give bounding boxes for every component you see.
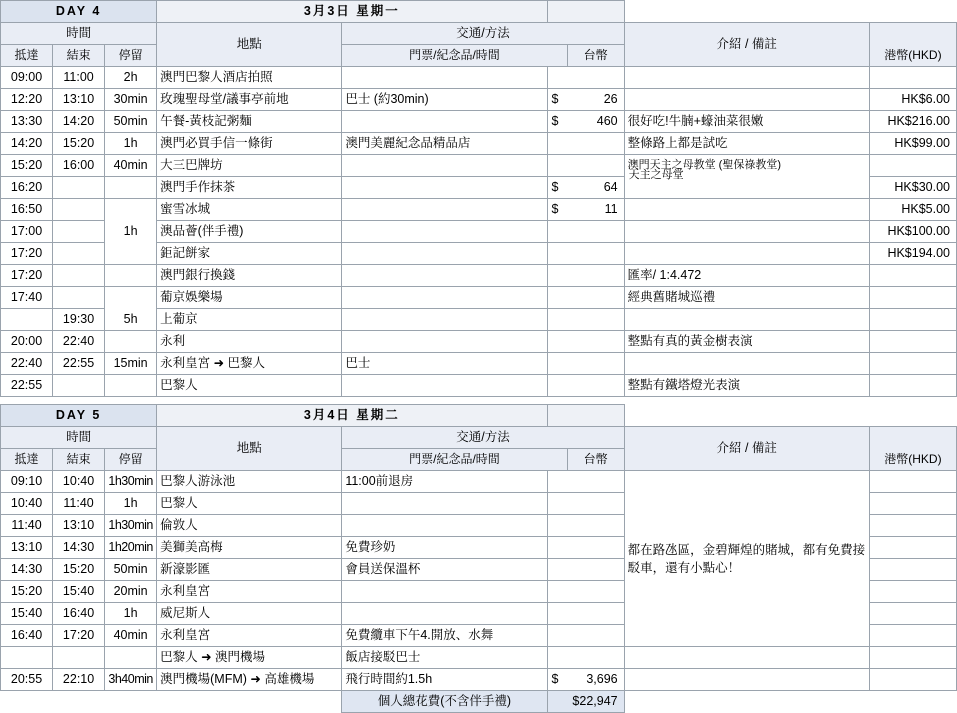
- table-row: [1, 155, 957, 177]
- stay-duration: 50min: [105, 559, 157, 581]
- twd-symbol: [547, 537, 567, 559]
- twd-symbol: [547, 133, 567, 155]
- twd-symbol: [547, 493, 567, 515]
- arrive-time: 13:30: [1, 111, 53, 133]
- end-time: [53, 243, 105, 265]
- hkd-amount: HK$6.00: [869, 89, 956, 111]
- end-time: [53, 287, 105, 309]
- twd-symbol: [547, 221, 567, 243]
- table-row: [1, 111, 957, 133]
- arrive-time: [1, 309, 53, 331]
- arrive-time: 14:20: [1, 133, 53, 155]
- day4-header-time-group: 時間: [1, 23, 157, 45]
- stay-duration: 1h30min: [105, 515, 157, 537]
- twd-symbol: [547, 559, 567, 581]
- place-name: 澳品薈(伴手禮): [157, 221, 342, 243]
- ticket-info: 免費纜車下午4.開放、水舞: [342, 625, 547, 647]
- arrive-time: 14:30: [1, 559, 53, 581]
- end-time: 10:40: [53, 471, 105, 493]
- place-name: 巴黎人 ➜ 澳門機場: [157, 647, 342, 669]
- hkd-amount: [869, 669, 956, 691]
- day5-table: [0, 404, 957, 713]
- day4-title-row: [1, 1, 957, 23]
- stay-duration: 2h: [105, 67, 157, 89]
- stay-duration: [105, 647, 157, 669]
- total-filler-1: [1, 691, 53, 713]
- stay-duration: [105, 265, 157, 287]
- arrive-time: 16:40: [1, 625, 53, 647]
- stay-duration: 30min: [105, 89, 157, 111]
- ticket-info: [342, 331, 547, 353]
- place-name: 巴黎人游泳池: [157, 471, 342, 493]
- ticket-info: 巴士 (約30min): [342, 89, 547, 111]
- note-text: [624, 309, 869, 331]
- place-name: 蜜雪冰城: [157, 199, 342, 221]
- arrive-time: 15:40: [1, 603, 53, 625]
- day5-header-stay: 停留: [105, 449, 157, 471]
- ticket-info: [342, 493, 547, 515]
- twd-symbol: [547, 67, 567, 89]
- place-name: 澳門銀行換錢: [157, 265, 342, 287]
- end-time: 11:40: [53, 493, 105, 515]
- day5-header-ticket: 門票/紀念品/時間: [342, 449, 567, 471]
- twd-amount: 64: [567, 177, 624, 199]
- note-text: [624, 67, 869, 89]
- place-name: 倫敦人: [157, 515, 342, 537]
- ticket-info: [342, 111, 547, 133]
- stay-duration: 40min: [105, 625, 157, 647]
- hkd-amount: [869, 67, 956, 89]
- table-row: [1, 471, 957, 493]
- ticket-info: [342, 67, 547, 89]
- total-filler-4: [157, 691, 342, 713]
- ticket-info: [342, 199, 547, 221]
- end-time: 15:40: [53, 581, 105, 603]
- stay-duration: [105, 177, 157, 199]
- table-row: [1, 67, 957, 89]
- arrive-time: 16:20: [1, 177, 53, 199]
- day4-header-arrive: 抵達: [1, 45, 53, 67]
- table-row: [1, 265, 957, 287]
- day5-title-filler3: [869, 405, 956, 427]
- arrive-time: 17:00: [1, 221, 53, 243]
- twd-symbol: [547, 515, 567, 537]
- day5-label: DAY 5: [1, 405, 157, 427]
- day4-header-end: 結束: [53, 45, 105, 67]
- note-text: [624, 89, 869, 111]
- day5-header-hkd-top: [869, 427, 956, 449]
- place-name: 上葡京: [157, 309, 342, 331]
- twd-amount: [567, 515, 624, 537]
- twd-amount: [567, 537, 624, 559]
- hkd-amount: [869, 625, 956, 647]
- hkd-amount: [869, 603, 956, 625]
- end-time: 22:40: [53, 331, 105, 353]
- stay-duration: 5h: [105, 309, 157, 331]
- hkd-amount: [869, 493, 956, 515]
- ticket-info: [342, 243, 547, 265]
- arrive-time: 15:20: [1, 581, 53, 603]
- twd-symbol: [547, 331, 567, 353]
- total-filler-5: [624, 691, 869, 713]
- note-text: [624, 353, 869, 375]
- ticket-info: [342, 155, 547, 177]
- twd-symbol: [547, 603, 567, 625]
- day5-header-hkd: 港幣(HKD): [869, 449, 956, 471]
- twd-amount: 26: [567, 89, 624, 111]
- hkd-amount: [869, 155, 956, 177]
- ticket-info: [342, 265, 547, 287]
- ticket-info: 會員送保溫杯: [342, 559, 547, 581]
- day5-header-end: 結束: [53, 449, 105, 471]
- arrive-time: 12:20: [1, 89, 53, 111]
- place-name: 葡京娛樂場: [157, 287, 342, 309]
- hkd-amount: HK$5.00: [869, 199, 956, 221]
- note-text: [624, 221, 869, 243]
- stay-duration: 1h: [105, 493, 157, 515]
- place-name: 永利皇宮: [157, 625, 342, 647]
- ticket-info: [342, 221, 547, 243]
- twd-amount: [567, 155, 624, 177]
- end-time: [53, 177, 105, 199]
- ticket-info: [342, 515, 547, 537]
- end-time: [53, 647, 105, 669]
- day4-title-filler1: [547, 1, 624, 23]
- place-name: 新濠影匯: [157, 559, 342, 581]
- note-line-2: 天主之母堂: [628, 169, 684, 181]
- total-row: [1, 691, 957, 713]
- note-filler: [624, 669, 869, 691]
- place-name: 永利皇宮: [157, 581, 342, 603]
- table-row: [1, 133, 957, 155]
- ticket-info: [342, 375, 547, 397]
- arrive-time: 11:40: [1, 515, 53, 537]
- end-time: [53, 375, 105, 397]
- note-text: [624, 155, 869, 181]
- hkd-amount: [869, 309, 956, 331]
- hkd-amount: HK$100.00: [869, 221, 956, 243]
- ticket-info: 11:00前退房: [342, 471, 547, 493]
- day4-title-filler2: [624, 1, 869, 23]
- day5-header-intro: 介紹 / 備註: [624, 427, 869, 471]
- end-time: 13:10: [53, 89, 105, 111]
- stay-duration: 3h40min: [105, 669, 157, 691]
- table-row: [1, 647, 957, 669]
- twd-amount: 460: [567, 111, 624, 133]
- total-filler-6: [869, 691, 956, 713]
- stay-duration: 1h20min: [105, 537, 157, 559]
- hkd-amount: [869, 265, 956, 287]
- end-time: 17:20: [53, 625, 105, 647]
- hkd-amount: [869, 375, 956, 397]
- place-name: 威尼斯人: [157, 603, 342, 625]
- section-gap: [0, 397, 957, 404]
- twd-symbol: [547, 309, 567, 331]
- table-row: [1, 243, 957, 265]
- day4-header-transport-group: 交通/方法: [342, 23, 624, 45]
- note-text: 很好吃!牛腩+蠔油菜很嫩: [624, 111, 869, 133]
- place-name: 澳門機場(MFM) ➜ 高雄機場: [157, 669, 342, 691]
- place-name: 永利: [157, 331, 342, 353]
- day4-header-hkd: 港幣(HKD): [869, 45, 956, 67]
- twd-amount: 11: [567, 199, 624, 221]
- day5-title-row: [1, 405, 957, 427]
- total-value: $22,947: [547, 691, 624, 713]
- stay-duration: 1h30min: [105, 471, 157, 493]
- hkd-amount: [869, 581, 956, 603]
- day5-header-place: 地點: [157, 427, 342, 471]
- arrive-time: [1, 647, 53, 669]
- end-time: 22:10: [53, 669, 105, 691]
- twd-amount: [567, 375, 624, 397]
- twd-amount: [567, 581, 624, 603]
- twd-amount: [567, 603, 624, 625]
- arrive-time: 09:10: [1, 471, 53, 493]
- note-text: 匯率/ 1:4.472: [624, 265, 869, 287]
- day5-header-transport-group: 交通/方法: [342, 427, 624, 449]
- ticket-info: [342, 287, 547, 309]
- hkd-amount: [869, 287, 956, 309]
- twd-symbol: $: [547, 199, 567, 221]
- day5-note: 都在路氹區，金碧輝煌的賭城，都有免費接駁車，還有小點心！: [624, 471, 869, 647]
- twd-amount: 3,696: [567, 669, 624, 691]
- day5-title-filler2: [624, 405, 869, 427]
- note-text: 整點有真的黃金樹表演: [624, 331, 869, 353]
- end-time: [53, 199, 105, 221]
- hkd-amount: HK$99.00: [869, 133, 956, 155]
- twd-amount: [567, 309, 624, 331]
- place-name: 澳門手作抹茶: [157, 177, 342, 199]
- stay-duration: 40min: [105, 155, 157, 177]
- day5-header-time-group: 時間: [1, 427, 157, 449]
- arrive-time: 20:00: [1, 331, 53, 353]
- end-time: 14:30: [53, 537, 105, 559]
- stay-duration: [105, 243, 157, 265]
- place-name: 巴黎人: [157, 493, 342, 515]
- twd-amount: [567, 493, 624, 515]
- arrive-time: 10:40: [1, 493, 53, 515]
- arrive-time: 13:10: [1, 537, 53, 559]
- stay-duration: 20min: [105, 581, 157, 603]
- stay-duration: [105, 287, 157, 309]
- table-row: [1, 177, 957, 199]
- day4-header-place: 地點: [157, 23, 342, 67]
- ticket-info: 飛行時間約1.5h: [342, 669, 547, 691]
- ticket-info: 澳門美麗紀念品精品店: [342, 133, 547, 155]
- end-time: 19:30: [53, 309, 105, 331]
- end-time: 11:00: [53, 67, 105, 89]
- day4-header-ticket: 門票/紀念品/時間: [342, 45, 567, 67]
- place-name: 永利皇宮 ➜ 巴黎人: [157, 353, 342, 375]
- hkd-amount: [869, 471, 956, 493]
- day4-header-hkd-top: [869, 23, 956, 45]
- end-time: 16:00: [53, 155, 105, 177]
- twd-amount: [567, 471, 624, 493]
- table-row: [1, 199, 957, 221]
- day4-header-row-1: [1, 23, 957, 45]
- note-text: 整點有鐵塔燈光表演: [624, 375, 869, 397]
- arrive-time: 20:55: [1, 669, 53, 691]
- stay-duration: 1h: [105, 603, 157, 625]
- note-text: 整條路上都是試吃: [624, 133, 869, 155]
- hkd-amount: [869, 515, 956, 537]
- twd-symbol: [547, 625, 567, 647]
- hkd-amount: HK$194.00: [869, 243, 956, 265]
- hkd-amount: HK$216.00: [869, 111, 956, 133]
- stay-duration: [105, 331, 157, 353]
- twd-symbol: [547, 287, 567, 309]
- arrive-time: 15:20: [1, 155, 53, 177]
- arrive-time: 17:20: [1, 265, 53, 287]
- ticket-info: 飯店接駁巴士: [342, 647, 547, 669]
- note-line-1: 澳門天主之母教堂 (聖保祿教堂): [627, 159, 781, 172]
- twd-symbol: [547, 375, 567, 397]
- table-row: [1, 331, 957, 353]
- note-filler: [624, 647, 869, 669]
- day5-header-row-1: [1, 427, 957, 449]
- day4-header-intro: 介紹 / 備註: [624, 23, 869, 67]
- twd-amount: [567, 331, 624, 353]
- twd-symbol: $: [547, 669, 567, 691]
- stay-duration: [105, 375, 157, 397]
- place-name: 玫瑰聖母堂/議事亭前地: [157, 89, 342, 111]
- hkd-amount: [869, 331, 956, 353]
- hkd-amount: [869, 647, 956, 669]
- note-text: 經典舊賭城巡禮: [624, 287, 869, 309]
- twd-amount: [567, 67, 624, 89]
- twd-symbol: [547, 243, 567, 265]
- day4-title-filler3: [869, 1, 956, 23]
- note-text: [624, 199, 869, 221]
- twd-amount: [567, 221, 624, 243]
- twd-symbol: $: [547, 89, 567, 111]
- end-time: 22:55: [53, 353, 105, 375]
- end-time: [53, 265, 105, 287]
- stay-duration: 1h: [105, 221, 157, 243]
- twd-symbol: [547, 353, 567, 375]
- day4-header-stay: 停留: [105, 45, 157, 67]
- twd-symbol: [547, 581, 567, 603]
- day5-header-arrive: 抵達: [1, 449, 53, 471]
- twd-amount: [567, 287, 624, 309]
- table-row: [1, 375, 957, 397]
- place-name: 澳門必買手信一條街: [157, 133, 342, 155]
- hkd-amount: [869, 559, 956, 581]
- twd-symbol: [547, 155, 567, 177]
- place-name: 午餐-黃枝記粥麵: [157, 111, 342, 133]
- note-text: [624, 243, 869, 265]
- twd-amount: [567, 243, 624, 265]
- ticket-info: [342, 581, 547, 603]
- end-time: 15:20: [53, 133, 105, 155]
- stay-duration: [105, 199, 157, 221]
- twd-amount: [567, 265, 624, 287]
- place-name: 美獅美高梅: [157, 537, 342, 559]
- twd-amount: [567, 133, 624, 155]
- place-name: 巴黎人: [157, 375, 342, 397]
- twd-amount: [567, 559, 624, 581]
- table-row: [1, 221, 957, 243]
- twd-amount: [567, 625, 624, 647]
- total-filler-2: [53, 691, 105, 713]
- arrive-time: 09:00: [1, 67, 53, 89]
- ticket-info: [342, 603, 547, 625]
- end-time: 15:20: [53, 559, 105, 581]
- arrive-time: 22:40: [1, 353, 53, 375]
- twd-symbol: [547, 265, 567, 287]
- stay-duration: 50min: [105, 111, 157, 133]
- day5-date: 3月4日 星期二: [157, 405, 547, 427]
- end-time: 14:20: [53, 111, 105, 133]
- twd-amount: [567, 647, 624, 669]
- stay-duration: 1h: [105, 133, 157, 155]
- day4-header-twd: 台幣: [567, 45, 624, 67]
- hkd-amount: HK$30.00: [869, 177, 956, 199]
- table-row: [1, 669, 957, 691]
- day4-date: 3月3日 星期一: [157, 1, 547, 23]
- twd-symbol: $: [547, 177, 567, 199]
- place-name: 鉅記餅家: [157, 243, 342, 265]
- total-filler-3: [105, 691, 157, 713]
- ticket-info: 免費珍奶: [342, 537, 547, 559]
- day5-header-twd: 台幣: [567, 449, 624, 471]
- day4-label: DAY 4: [1, 1, 157, 23]
- twd-symbol: [547, 471, 567, 493]
- ticket-info: [342, 309, 547, 331]
- total-label: 個人總花費(不含伴手禮): [342, 691, 547, 713]
- end-time: 16:40: [53, 603, 105, 625]
- end-time: 13:10: [53, 515, 105, 537]
- arrive-time: 16:50: [1, 199, 53, 221]
- twd-symbol: [547, 647, 567, 669]
- place-name: 大三巴牌坊: [157, 155, 342, 177]
- hkd-amount: [869, 537, 956, 559]
- arrive-time: 17:20: [1, 243, 53, 265]
- arrive-time: 17:40: [1, 287, 53, 309]
- twd-amount: [567, 353, 624, 375]
- stay-duration: 15min: [105, 353, 157, 375]
- hkd-amount: [869, 353, 956, 375]
- twd-symbol: $: [547, 111, 567, 133]
- ticket-info: [342, 177, 547, 199]
- arrive-time: 22:55: [1, 375, 53, 397]
- end-time: [53, 221, 105, 243]
- place-name: 澳門巴黎人酒店拍照: [157, 67, 342, 89]
- table-row: [1, 89, 957, 111]
- table-row: [1, 287, 957, 309]
- table-row: [1, 353, 957, 375]
- day5-title-filler1: [547, 405, 624, 427]
- table-row: [1, 309, 957, 331]
- ticket-info: 巴士: [342, 353, 547, 375]
